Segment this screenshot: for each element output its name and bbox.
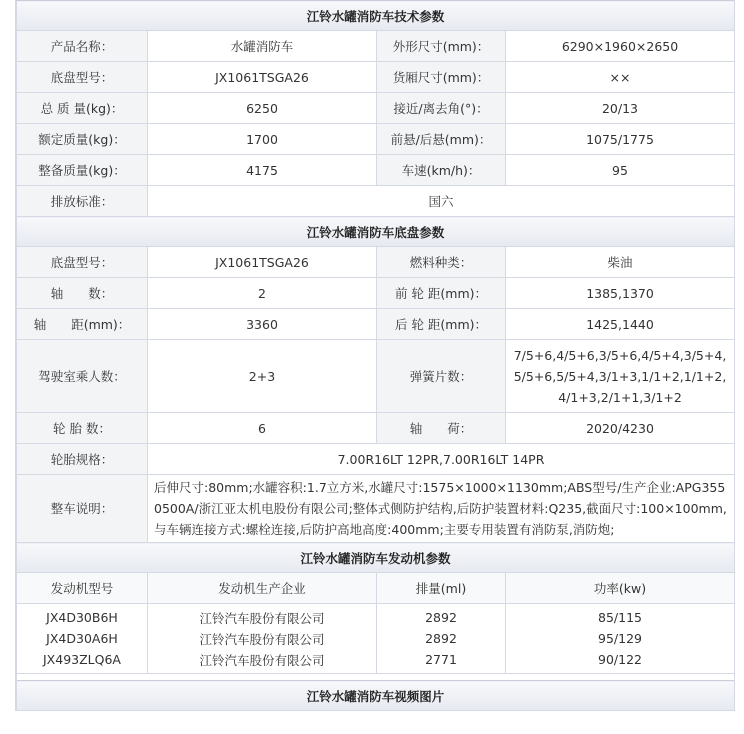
video-section-title: 江铃水罐消防车视频图片 [17,681,735,711]
spec-value: 2 [148,278,377,309]
spec-value: JX1061TSGA26 [148,247,377,278]
spec-label: 前 轮 距(mm)： [377,278,506,309]
tech-row [17,31,735,62]
spring-count-value: 7/5+6,4/5+6,3/5+6,4/5+4,3/5+4,5/5+6,5/5+4,3/1+3,1/1+2,1/1+2,4/1+3,2/1+1,3/1+2 [506,340,735,413]
spacer-cell [17,674,735,681]
tech-row [17,124,735,155]
spec-value: 20/13 [506,93,735,124]
spec-label: 排放标准： [17,186,148,217]
spec-label: 燃料种类： [377,247,506,278]
tech-row [17,155,735,186]
spec-label: 轮 胎 数： [17,413,148,444]
spec-value: 6290×1960×2650 [506,31,735,62]
engine-header-row [17,573,735,604]
spec-label: 接近/离去角(°)： [377,93,506,124]
tech-row [17,93,735,124]
spec-label: 车速(km/h)： [377,155,506,186]
engine-section-title: 江铃水罐消防车发动机参数 [17,543,735,573]
chassis-section-header [17,217,735,247]
spec-label: 轮胎规格： [17,444,148,475]
spec-value: 6 [148,413,377,444]
engine-manufacturer: 江铃汽车股份有限公司 [148,604,377,629]
spec-label: 整备质量(kg)： [17,155,148,186]
spec-label: 底盘型号： [17,247,148,278]
spec-document [15,0,735,711]
chassis-row [17,309,735,340]
vehicle-description-row [17,475,735,543]
spec-value: 2+3 [148,340,377,413]
video-section-header [17,681,735,711]
engine-section-header [17,543,735,573]
spec-value: 7.00R16LT 12PR,7.00R16LT 14PR [148,444,735,475]
spec-value: 柴油 [506,247,735,278]
emission-row [17,186,735,217]
tech-section-title: 江铃水罐消防车技术参数 [17,1,735,31]
spec-value: 1700 [148,124,377,155]
tech-row [17,62,735,93]
spec-label: 额定质量(kg)： [17,124,148,155]
spec-label: 底盘型号： [17,62,148,93]
engine-model: JX4D30B6H [17,604,148,629]
chassis-section-title: 江铃水罐消防车底盘参数 [17,217,735,247]
spec-label: 后 轮 距(mm)： [377,309,506,340]
engine-manufacturer: 江铃汽车股份有限公司 [148,649,377,674]
spec-label: 前悬/后悬(mm)： [377,124,506,155]
tech-section-header [17,1,735,31]
engine-row [17,649,735,674]
spec-label: 外形尺寸(mm)： [377,31,506,62]
chassis-row [17,247,735,278]
spec-value: 1425,1440 [506,309,735,340]
spec-value: 国六 [148,186,735,217]
spec-value: 1385,1370 [506,278,735,309]
chassis-row [17,413,735,444]
spec-value: 1075/1775 [506,124,735,155]
engine-displacement: 2892 [377,604,506,629]
column-header: 发动机生产企业 [148,573,377,604]
spec-label: 总 质 量(kg)： [17,93,148,124]
spec-value: JX1061TSGA26 [148,62,377,93]
spec-label: 轴 数： [17,278,148,309]
spec-value: ×× [506,62,735,93]
engine-power: 95/129 [506,628,735,649]
spec-value: 水罐消防车 [148,31,377,62]
section-spacer [17,674,735,681]
spec-table [16,0,735,711]
spec-label: 产品名称： [17,31,148,62]
spec-label: 整车说明： [17,475,148,543]
chassis-row [17,340,735,413]
spec-value: 3360 [148,309,377,340]
vehicle-description: 后伸尺寸:80mm;水罐容积:1.7立方米,水罐尺寸:1575×1000×1130mm;ABS型号/生产企业:APG3550500A/浙江亚太机电股份有限公司;整体式侧防护结构,后防护装置材料:Q235,截面尺寸:100×100mm,与车辆连接方式:螺栓连接,后防护高地高度:400mm;主要专用装置有消防泵,消防炮; [148,475,735,543]
engine-row [17,604,735,629]
engine-model: JX493ZLQ6A [17,649,148,674]
engine-manufacturer: 江铃汽车股份有限公司 [148,628,377,649]
spec-value: 95 [506,155,735,186]
tire-spec-row [17,444,735,475]
spec-label: 驾驶室乘人数： [17,340,148,413]
column-header: 排量(ml) [377,573,506,604]
engine-displacement: 2771 [377,649,506,674]
chassis-row [17,278,735,309]
column-header: 发动机型号 [17,573,148,604]
engine-model: JX4D30A6H [17,628,148,649]
spec-label: 弹簧片数： [377,340,506,413]
engine-row [17,628,735,649]
spec-value: 4175 [148,155,377,186]
spec-value: 2020/4230 [506,413,735,444]
engine-power: 90/122 [506,649,735,674]
spec-value: 6250 [148,93,377,124]
column-header: 功率(kw) [506,573,735,604]
spec-label: 轴 距(mm)： [17,309,148,340]
engine-displacement: 2892 [377,628,506,649]
spec-label: 货厢尺寸(mm)： [377,62,506,93]
spec-label: 轴 荷： [377,413,506,444]
engine-power: 85/115 [506,604,735,629]
